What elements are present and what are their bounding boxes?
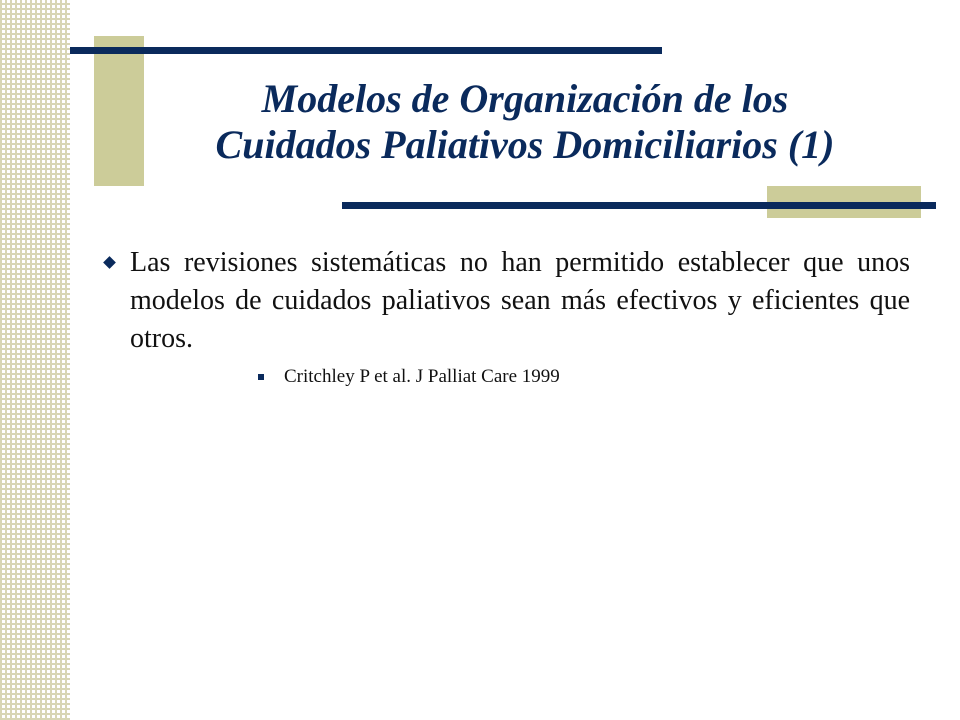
slide-title-line-2: Cuidados Paliativos Domiciliarios (1) [215,122,835,167]
slide-title [130,76,920,168]
citation-text: Critchley P et al. J Palliat Care 1999 [284,366,560,387]
decorative-rule-bottom [342,202,936,209]
diamond-bullet-icon [103,256,116,269]
slide-title-line-1: Modelos de Organización de los [261,76,789,121]
bullet-list [100,244,910,390]
bullet-item [100,244,910,358]
decorative-rule-top [70,47,662,54]
bullet-text: Las revisiones sistemáticas no han permitido establecer que unos modelos de cuidados paliativos sean más efectivos y eficientes que otros. [130,247,910,354]
sub-bullet-item [100,364,910,390]
square-bullet-icon [258,374,264,380]
decorative-left-stripe [0,0,70,720]
